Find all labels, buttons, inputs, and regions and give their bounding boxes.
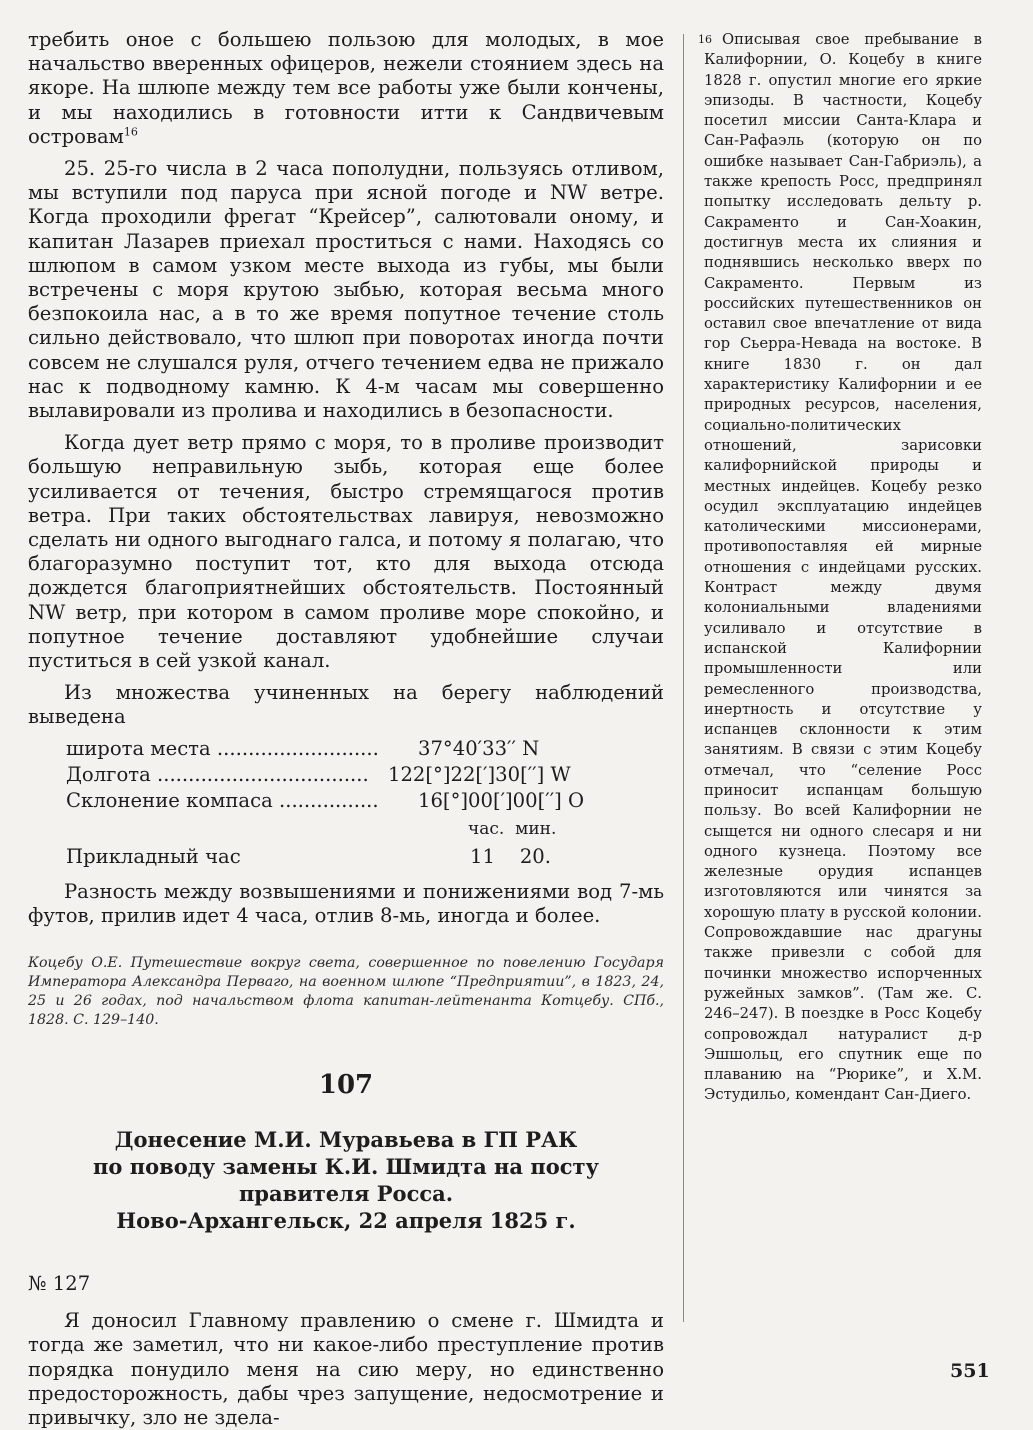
- footnote-column: [698, 30, 982, 1106]
- document-title: [28, 1126, 664, 1234]
- latitude-label: широта места ..........................: [66, 736, 379, 760]
- longitude-label: Долгота ..................................: [66, 762, 369, 786]
- page-number: 551: [950, 1360, 990, 1382]
- paragraph-6: Я доносил Главному правлению о смене г. Шмидта и тогда же заметил, что ни какое-либо преступление против порядка понудило меня на сию меру, но единственно предосторожность, дабы чрез запущение, недосмотрение и привычку, зло не здела-: [28, 1309, 664, 1430]
- letter-number: № 127: [28, 1272, 91, 1296]
- document-title-line-3: Ново-Архангельск, 22 апреля 1825 г.: [116, 1208, 576, 1234]
- paragraph-1: [28, 28, 664, 149]
- applied-hour-label: Прикладный час: [66, 844, 241, 868]
- document-title-line-1: Донесение М.И. Муравьева в ГП РАК: [114, 1127, 578, 1153]
- latitude-value: 37°40′33′′ N: [418, 736, 540, 760]
- applied-hour-value: 11 20.: [470, 844, 552, 868]
- paragraph-2: 25. 25-го числа в 2 часа пополудни, пользуясь отливом, мы вступили под паруса при ясной погоде и NW ветре. Когда проходили фрегат “Крейсер”, салютовали оному, и капитан Лазарев приехал проститься с нами. Находясь со шлюпом в самом узком месте выхода из губы, мы были встречены с моря крутою зыбью, которая весьма много безпокоила нас, а в то же время попутное течение столь сильно действовало, что шлюп при поворотах иногда почти совсем не слушался руля, отчего течением едва не прижало нас к подводному камню. К 4-м часам мы совершенно вылавировали из пролива и находились в безопасности.: [28, 157, 664, 423]
- longitude-value: 122[°]22[′]30[′′] W: [388, 762, 571, 786]
- footnote-marker: 16: [698, 33, 712, 46]
- paragraph-3: Когда дует ветр прямо с моря, то в проливе производит большую неправильную зыбь, которая еще более усиливается от течения, быстро стремящагося против ветра. При таких обстоятельствах лавируя, невозможно сделать ни одного выгоднаго галса, и потому я полагаю, что благоразумно поступит тот, кто для выхода отсюда дождется благоприятнейших обстоятельств. Постоянный NW ветр, при котором в самом проливе море спокойно, и попутное течение доставляют удобнейшие случаи пуститься в сей узкой канал.: [28, 431, 664, 673]
- paragraph-1-text: требить оное с большею пользою для молодых, в мое начальство вверенных офицеров, нежели стоянием здесь на якоре. На шлюпе между тем все работы уже были кончены, и мы находились в готовности итти к Сандвичевым островам: [28, 28, 664, 148]
- declination-value: 16[°]00[′]00[′′] O: [418, 788, 585, 812]
- paragraph-5: Разность между возвышениями и понижениями вод 7-мь футов, прилив идет 4 часа, отлив 8-мь, иногда и более.: [28, 879, 664, 927]
- main-column: [28, 28, 664, 1430]
- observation-table: [66, 736, 626, 874]
- source-citation: Коцебу О.Е. Путешествие вокруг света, совершенное по повелению Государя Императора Александра Перваго, на военном шлюпе “Предприятии”, в 1823, 24, 25 и 26 годах, под начальством флота капитан-лейтенанта Котцебу. СПб., 1828. С. 129–140.: [28, 955, 664, 1029]
- document-title-line-2: по поводу замены К.И. Шмидта на посту правителя Росса.: [93, 1154, 599, 1207]
- column-divider: [683, 34, 684, 1322]
- footnote-ref[interactable]: 16: [123, 125, 138, 139]
- declination-label: Склонение компаса ................: [66, 788, 379, 812]
- time-units: час. мин.: [468, 818, 557, 839]
- paragraph-4: Из множества учиненных на берегу наблюдений выведена: [28, 681, 664, 729]
- footnote-text: Описывая свое пребывание в Калифорнии, О. Коцебу в книге 1828 г. опустил многие его яркие эпизоды. В частности, Коцебу посетил миссии Санта-Клара и Сан-Рафаэль (которую он по ошибке называет Сан-Габриэль), а также крепость Росс, предпринял попытку исследовать дельту р. Сакраменто и Сан-Хоакин, достигнув места их слияния и поднявшись несколько вверх по Сакраменто. Первым из российских путешественников он оставил свое впечатление от вида гор Сьерра-Невада на востоке. В книге 1830 г. он дал характеристику Калифорнии и ее природных ресурсов, населения, социально-политических отношений, зарисовки калифорнийской природы и местных индейцев. Коцебу резко осудил эксплуатацию индейцев католическими миссионерами, противопоставляя ей мирные отношения с индейцами русских. Контраст между двумя колониальными владениями усиливало и отсутствие в испанской Калифорнии промышленности или ремесленного производства, инертность и отсутствие у испанцев склонности к этим занятиям. В связи с этим Коцебу отмечал, что “селение Росс приносит испанцам большую пользу. Во всей Калифорнии не сыщется ни одного слесаря и ни одного кузнеца. Поэтому все железные орудия испанцев изготовляются или чинятся за хорошую плату в русской колонии. Сопровождавшие нас драгуны также привезли с собой для починки множество испорченных ружейных замков”. (Там же. С. 246–247). В поездке в Росс Коцебу сопровождал натуралист д-р Эшшольц, его спутник еще по плаванию на “Рюрике”, и Х.М. Эстудильо, комендант Сан-Диего.: [704, 31, 982, 1104]
- document-number: 107: [318, 1070, 374, 1101]
